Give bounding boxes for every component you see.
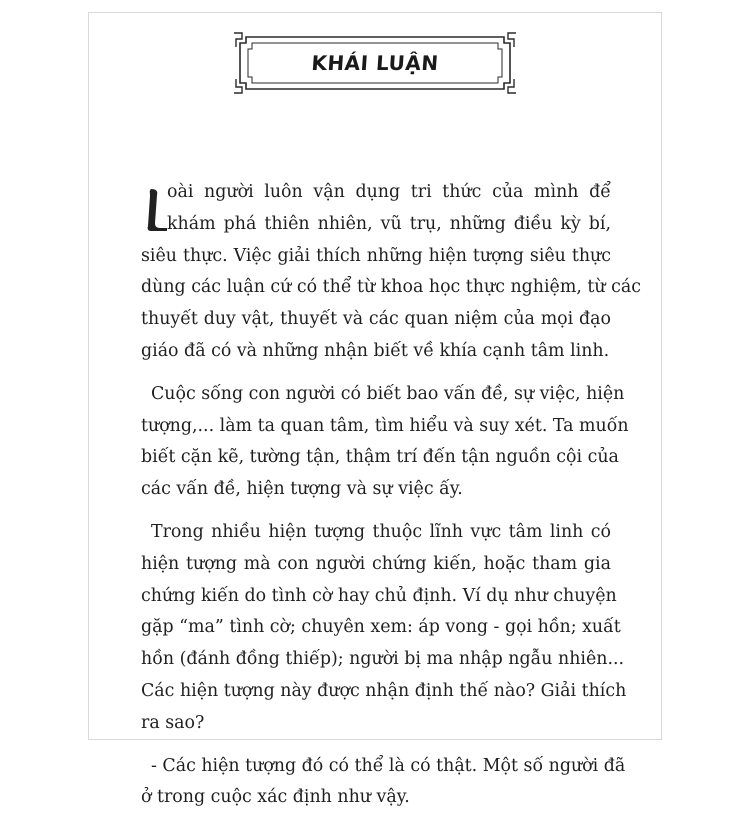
paragraph-line: tượng,... làm ta quan tâm, tìm hiểu và suy xét. Ta muốn	[141, 415, 629, 436]
chapter-title: KHÁI LUẬN	[310, 51, 440, 75]
paragraph-line: ở trong cuộc xác định như vậy.	[141, 787, 410, 808]
page-body	[141, 177, 641, 825]
paragraph-line: khám phá thiên nhiên, vũ trụ, những điều kỳ bí,	[167, 213, 611, 234]
paragraph-line: Cuộc sống con người có biết bao vấn đề, sự việc, hiện	[151, 383, 625, 404]
paragraph-line: oài người luôn vận dụng tri thức của mình để	[167, 182, 611, 202]
paragraph-line: các vấn đề, hiện tượng và sự việc ấy.	[141, 479, 463, 500]
paragraph-line: gặp “ma” tình cờ; chuyên xem: áp vong - gọi hồn; xuất	[141, 617, 621, 638]
paragraph-line: Các hiện tượng này được nhận định thế nào? Giải thích	[141, 680, 627, 701]
paragraph-line: giáo đã có và những nhận biết về khía cạnh tâm linh.	[141, 340, 610, 361]
paragraph-3	[141, 517, 627, 740]
paragraph-line: chứng kiến do tình cờ hay chủ định. Ví dụ như chuyện	[141, 585, 617, 606]
paragraph-line: biết cặn kẽ, tường tận, thậm trí đến tận nguồn cội của	[141, 447, 619, 468]
paragraph-4	[141, 751, 626, 815]
paragraph-line: - Các hiện tượng đó có thể là có thật. Một số người đã	[151, 755, 626, 776]
paragraph-line: ra sao?	[141, 712, 205, 733]
paragraph-line: Trong nhiều hiện tượng thuộc lĩnh vực tâm linh có	[151, 521, 611, 542]
drop-cap-l-icon	[147, 187, 169, 233]
paragraph-line: siêu thực. Việc giải thích những hiện tượng siêu thực	[141, 245, 611, 266]
paragraph-line: dùng các luận cứ có thể từ khoa học thực nghiệm, từ các	[141, 277, 641, 298]
paragraph-line: hồn (đánh đồng thiếp); người bị ma nhập ngẫu nhiên...	[141, 649, 625, 670]
book-page	[88, 12, 662, 808]
paragraph-line: hiện tượng mà con người chứng kiến, hoặc tham gia	[141, 553, 611, 574]
paragraph-1	[141, 177, 641, 368]
chapter-title-frame	[232, 29, 518, 97]
paragraph-line: thuyết duy vật, thuyết và các quan niệm của mọi đạo	[141, 309, 611, 330]
paragraph-2	[141, 379, 629, 506]
